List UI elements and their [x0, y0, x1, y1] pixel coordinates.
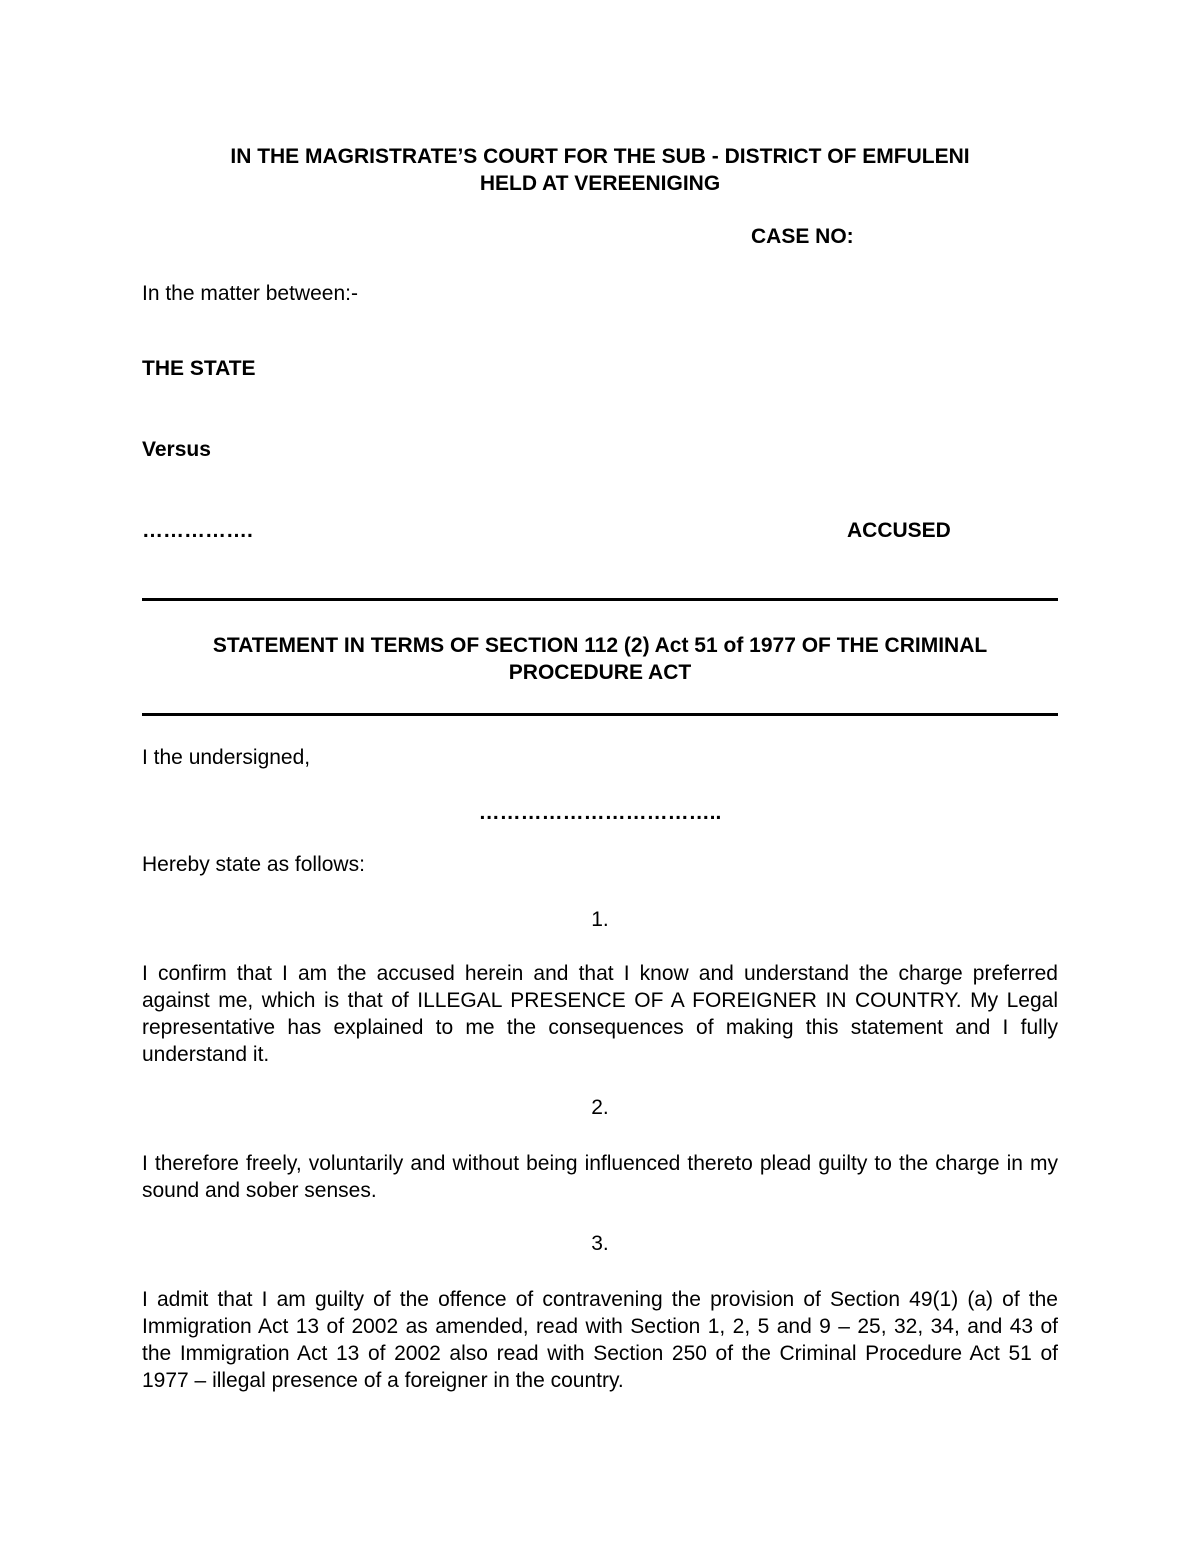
paragraph-text: I therefore freely, voluntarily and without being influenced thereto plead guilty to the charge in my sound and sober senses.: [142, 1152, 1058, 1202]
plaintiff-name: THE STATE: [142, 357, 256, 380]
title-bottom-rule: [142, 713, 1058, 716]
accused-name-placeholder: …………….: [142, 519, 253, 542]
undersigned-intro: I the undersigned,: [142, 746, 311, 769]
paragraph-number: 2.: [591, 1096, 609, 1119]
paragraph-text: I confirm that I am the accused herein and that I know and understand the charge preferred against me, which is that of ILLEGAL PRESENCE OF A FOREIGNER IN COUNTRY. My Legal representative has explained to me the consequences of making this statement and I fully understand it.: [142, 962, 1058, 1066]
statement-title: [142, 632, 1058, 686]
statement-title-line-2: PROCEDURE ACT: [508, 661, 692, 684]
undersigned-name-placeholder: ……………………………..: [478, 801, 722, 824]
court-heading-line-2: HELD AT VEREENIGING: [479, 172, 721, 195]
paragraph-text: I admit that I am guilty of the offence of contravening the provision of Section 49(1) (a) of the Immigration Act 13 of 2002 as amended, read with Section 1, 2, 5 and 9 – 25, 32, 34, and 43 of the Immigration Act 13 of 2002 also read with Section 250 of the Criminal Procedure Act 51 of 1977 – illegal presence of a foreigner in the country.: [142, 1288, 1058, 1392]
title-top-rule: [142, 598, 1058, 601]
court-heading-line-1: IN THE MAGRISTRATE’S COURT FOR THE SUB - DISTRICT OF EMFULENI: [230, 145, 970, 168]
matter-intro: In the matter between:-: [142, 282, 358, 305]
hereby-statement: Hereby state as follows:: [142, 853, 365, 876]
paragraph-number: 3.: [591, 1232, 609, 1255]
paragraph-number: 1.: [591, 908, 609, 931]
accused-label: ACCUSED: [847, 519, 951, 542]
versus-label: Versus: [142, 438, 211, 461]
case-number-label: CASE NO:: [751, 225, 854, 248]
court-heading: [142, 143, 1058, 197]
statement-title-line-1: STATEMENT IN TERMS OF SECTION 112 (2) Act 51 of 1977 OF THE CRIMINAL: [212, 634, 988, 657]
